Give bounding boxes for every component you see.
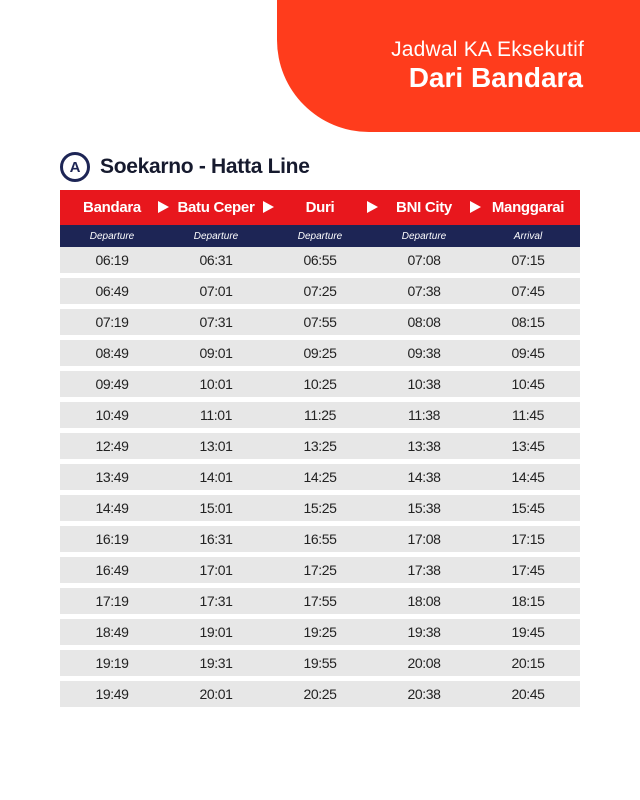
time-cell: 07:08 (407, 252, 441, 268)
time-cell: 19:55 (303, 655, 337, 671)
table-row (60, 619, 580, 645)
time-cell: 14:38 (407, 469, 441, 485)
table-row (60, 557, 580, 583)
time-cell: 10:45 (511, 376, 545, 392)
time-cell: 16:19 (95, 531, 129, 547)
time-cell: 19:45 (511, 624, 545, 640)
time-cell: 17:31 (199, 593, 233, 609)
time-cell: 15:01 (199, 500, 233, 516)
time-cell: 13:38 (407, 438, 441, 454)
time-cell: 17:55 (303, 593, 337, 609)
time-cell: 06:31 (199, 252, 233, 268)
table-row (60, 309, 580, 335)
time-cell: 11:01 (200, 407, 232, 423)
time-cell: 07:15 (511, 252, 545, 268)
line-name: Soekarno - Hatta Line (100, 155, 310, 178)
station-label: Manggarai (491, 199, 565, 216)
type-label: Arrival (513, 230, 543, 242)
header-subtitle: Jadwal KA Eksekutif (391, 38, 584, 61)
time-cell: 15:45 (511, 500, 545, 516)
time-cell: 19:19 (95, 655, 129, 671)
time-cell: 09:45 (511, 345, 545, 361)
time-cell: 19:31 (199, 655, 233, 671)
station-label: Batu Ceper (177, 199, 255, 216)
time-cell: 17:25 (303, 562, 337, 578)
schedule-table (60, 190, 580, 707)
time-cell: 19:01 (199, 624, 233, 640)
time-cell: 14:25 (303, 469, 337, 485)
header-title: Dari Bandara (408, 62, 583, 93)
time-cell: 16:49 (95, 562, 129, 578)
time-cell: 09:25 (303, 345, 337, 361)
table-row (60, 402, 580, 428)
time-cell: 11:25 (304, 407, 336, 423)
time-cell: 06:19 (95, 252, 129, 268)
time-cell: 09:49 (95, 376, 129, 392)
time-cell: 14:49 (95, 500, 129, 516)
arrow-right-icon (263, 201, 274, 213)
table-row (60, 526, 580, 552)
time-cell: 17:38 (407, 562, 441, 578)
time-cell: 13:01 (199, 438, 233, 454)
time-cell: 07:19 (95, 314, 129, 330)
arrow-right-icon (470, 201, 481, 213)
table-row (60, 278, 580, 304)
table-row (60, 681, 580, 707)
time-cell: 07:31 (199, 314, 233, 330)
table-row (60, 650, 580, 676)
time-cell: 14:01 (199, 469, 233, 485)
line-badge-icon: A (60, 152, 90, 182)
type-label: Departure (401, 230, 447, 242)
schedule-rows (60, 247, 580, 707)
time-cell: 13:49 (95, 469, 129, 485)
time-cell: 13:25 (303, 438, 337, 454)
time-cell: 10:38 (407, 376, 441, 392)
time-cell: 15:38 (407, 500, 441, 516)
time-cell: 20:08 (407, 655, 441, 671)
time-cell: 11:38 (408, 407, 440, 423)
time-cell: 18:49 (95, 624, 129, 640)
table-row (60, 464, 580, 490)
time-cell: 10:49 (95, 407, 129, 423)
time-cell: 16:31 (199, 531, 233, 547)
time-cell: 08:49 (95, 345, 129, 361)
time-cell: 18:08 (407, 593, 441, 609)
time-cell: 09:38 (407, 345, 441, 361)
station-label: Duri (305, 199, 335, 216)
time-cell: 07:38 (407, 283, 441, 299)
time-cell: 20:45 (511, 686, 545, 702)
table-row (60, 433, 580, 459)
time-cell: 08:08 (407, 314, 441, 330)
station-label: Bandara (83, 199, 141, 216)
time-cell: 07:25 (303, 283, 337, 299)
time-cell: 10:01 (199, 376, 233, 392)
time-cell: 06:49 (95, 283, 129, 299)
time-cell: 20:25 (303, 686, 337, 702)
time-cell: 19:38 (407, 624, 441, 640)
line-heading (60, 150, 310, 184)
arrow-right-icon (367, 201, 378, 213)
table-row (60, 247, 580, 273)
time-cell: 17:15 (511, 531, 545, 547)
type-label: Departure (297, 230, 343, 242)
time-cell: 09:01 (199, 345, 233, 361)
station-label: BNI City (396, 199, 452, 216)
time-cell: 20:38 (407, 686, 441, 702)
time-cell: 20:01 (199, 686, 233, 702)
time-cell: 12:49 (95, 438, 129, 454)
time-cell: 08:15 (511, 314, 545, 330)
time-cell: 11:45 (512, 407, 544, 423)
time-cell: 07:45 (511, 283, 545, 299)
time-cell: 14:45 (511, 469, 545, 485)
table-row (60, 340, 580, 366)
time-cell: 07:55 (303, 314, 337, 330)
type-header-row (60, 225, 580, 247)
time-cell: 06:55 (303, 252, 337, 268)
station-header-row (60, 190, 580, 225)
time-cell: 13:45 (511, 438, 545, 454)
time-cell: 17:19 (95, 593, 129, 609)
time-cell: 20:15 (511, 655, 545, 671)
arrow-right-icon (158, 201, 169, 213)
type-label: Departure (89, 230, 135, 242)
time-cell: 16:55 (303, 531, 337, 547)
time-cell: 18:15 (511, 593, 545, 609)
type-label: Departure (193, 230, 239, 242)
time-cell: 15:25 (303, 500, 337, 516)
table-row (60, 495, 580, 521)
time-cell: 19:25 (303, 624, 337, 640)
time-cell: 10:25 (303, 376, 337, 392)
time-cell: 17:45 (511, 562, 545, 578)
table-row (60, 588, 580, 614)
time-cell: 17:01 (199, 562, 233, 578)
time-cell: 17:08 (407, 531, 441, 547)
time-cell: 07:01 (199, 283, 233, 299)
table-row (60, 371, 580, 397)
time-cell: 19:49 (95, 686, 129, 702)
